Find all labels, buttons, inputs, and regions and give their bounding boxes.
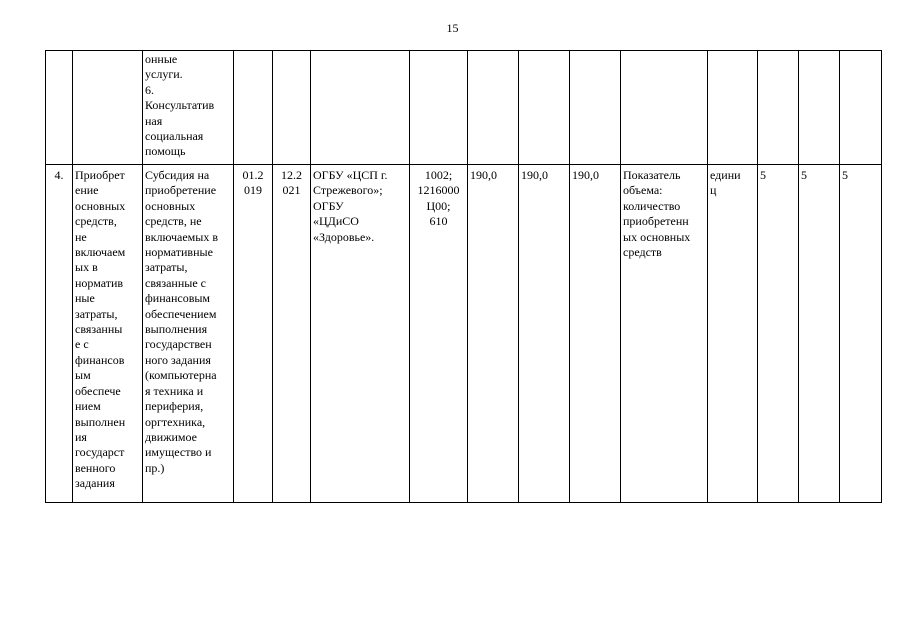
cell-amount-1: 190,0: [468, 165, 519, 503]
cell-amount-2: [519, 51, 570, 165]
cell-value-3: 5: [840, 165, 882, 503]
cell-executor: ОГБУ «ЦСП г. Стрежевого»; ОГБУ «ЦДиСО «Здоровье».: [311, 165, 410, 503]
page-number: 15: [446, 21, 459, 35]
table-row-item-4: [46, 165, 882, 503]
cell-amount-3: 190,0: [570, 165, 621, 503]
cell-code: [410, 51, 468, 165]
program-table: [45, 50, 882, 503]
cell-end-date: 12.2 021: [273, 165, 311, 503]
cell-indicator: [621, 51, 708, 165]
cell-name: Приобрет ение основных средств, не включаем ых в норматив ные затраты, связанны е с финансов ым обеспече нием выполнен ия государст венного задания: [73, 165, 143, 503]
cell-description: онные услуги. 6. Консультатив ная социальная помощь: [143, 51, 234, 165]
cell-num: 4.: [46, 165, 73, 503]
cell-value-2: 5: [799, 165, 840, 503]
cell-unit: едини ц: [708, 165, 758, 503]
cell-value-3: [840, 51, 882, 165]
table-row-continuation: [46, 51, 882, 165]
cell-indicator: Показатель объема: количество приобретенн ых основных средств: [621, 165, 708, 503]
cell-name: [73, 51, 143, 165]
cell-unit: [708, 51, 758, 165]
cell-value-1: 5: [758, 165, 799, 503]
cell-amount-2: 190,0: [519, 165, 570, 503]
cell-executor: [311, 51, 410, 165]
cell-code: 1002; 1216000 Ц00; 610: [410, 165, 468, 503]
cell-description: Субсидия на приобретение основных средств, не включаемых в нормативные затраты, связанные с финансовым обеспечением выполнения государствен ного задания (компьютерна я техника и периферия, оргтехника, движимое имущество и пр.): [143, 165, 234, 503]
cell-amount-3: [570, 51, 621, 165]
cell-start-date: [234, 51, 273, 165]
cell-value-1: [758, 51, 799, 165]
cell-start-date: 01.2 019: [234, 165, 273, 503]
cell-amount-1: [468, 51, 519, 165]
cell-num: [46, 51, 73, 165]
cell-end-date: [273, 51, 311, 165]
cell-value-2: [799, 51, 840, 165]
